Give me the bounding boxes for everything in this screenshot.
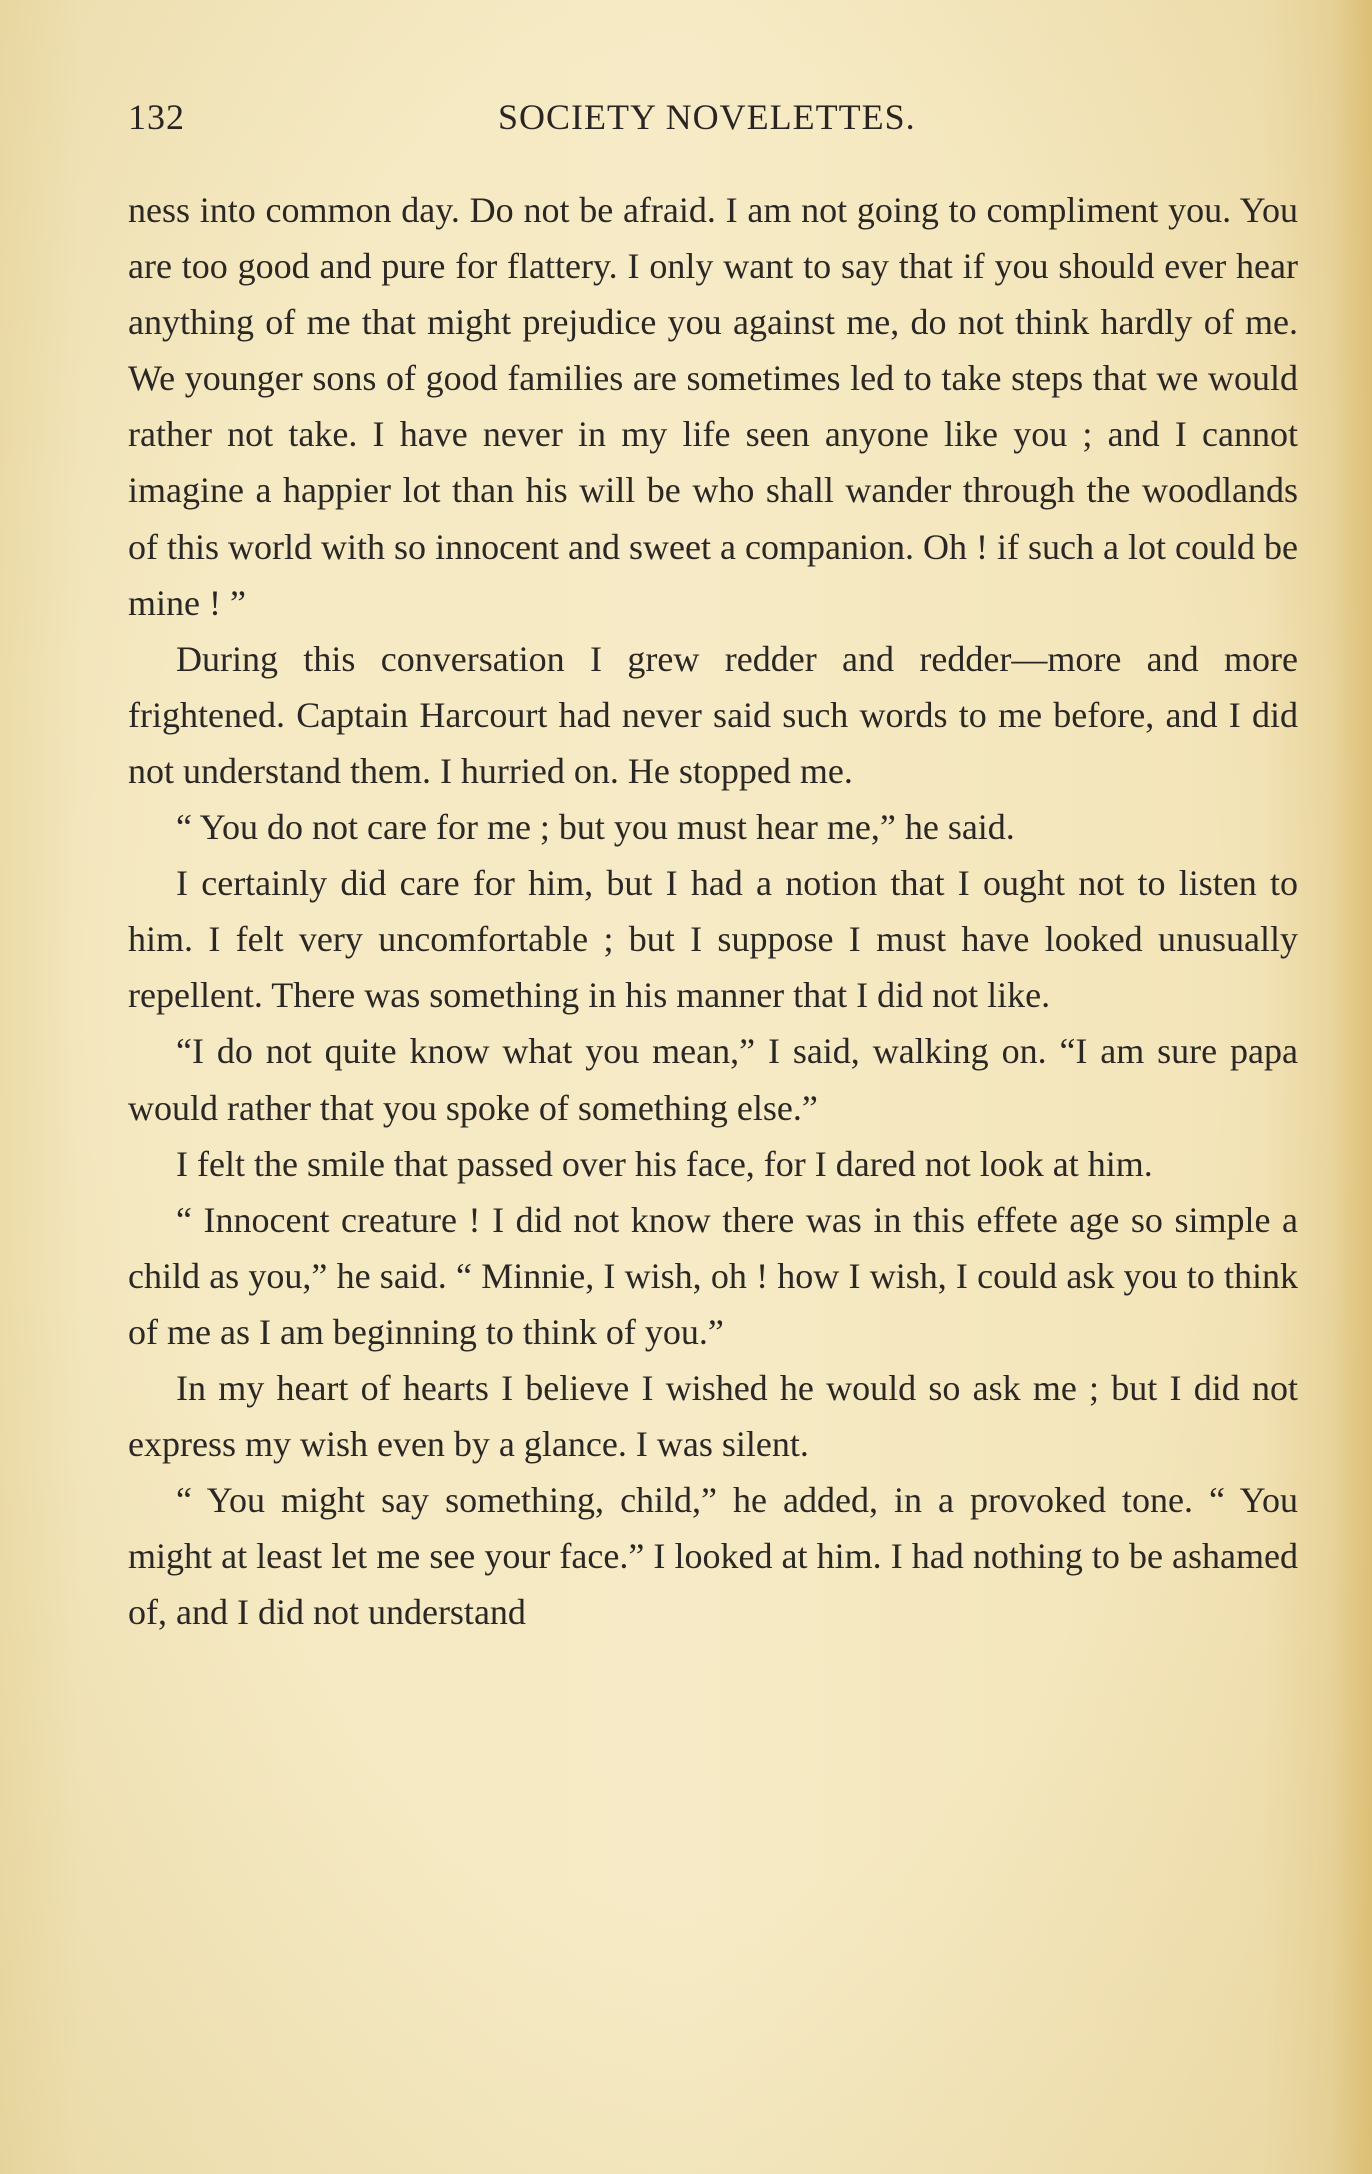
page-edge-shading <box>1332 0 1372 2174</box>
paragraph: “ You do not care for me ; but you must hear me,” he said. <box>176 807 1015 848</box>
running-head: SOCIETY NOVELETTES. <box>498 97 916 137</box>
paragraph: I certainly did care for him, but I had a notion that I ought not to listen to him. I felt very uncomfortable ; but I suppose I must have looked unusually repellent. There was something in his manner that I did not like. <box>128 863 1298 1016</box>
page-header <box>128 96 1298 146</box>
paragraph: “ You might say something, child,” he added, in a provoked tone. “ You might at least let me see your face.” I looked at him. I had nothing to be ashamed of, and I did not understand <box>128 1480 1298 1633</box>
paragraph: I felt the smile that passed over his face, for I dared not look at him. <box>176 1143 1153 1184</box>
body-text <box>128 182 1298 1640</box>
paragraph: “ Innocent creature ! I did not know there was in this effete age so simple a child as you,” he said. “ Minnie, I wish, oh ! how I wish, I could ask you to think of me as I am beginning to think of you.” <box>128 1199 1298 1352</box>
paragraph: ness into common day. Do not be afraid. I am not going to compliment you. You are too good and pure for flattery. I only want to say that if you should ever hear anything of me that might prejudice you against me, do not think hardly of me. We younger sons of good families are sometimes led to take steps that we would rather not take. I have never in my life seen anyone like you ; and I cannot imagine a happier lot than his will be who shall wander through the woodlands of this world with so innocent and sweet a companion. Oh ! if such a lot could be mine ! ” <box>128 190 1298 623</box>
paragraph: During this conversation I grew redder and redder—more and more frightened. Captain Harcourt had never said such words to me before, and I did not understand them. I hurried on. He stopped me. <box>128 638 1298 791</box>
paragraph: In my heart of hearts I believe I wished he would so ask me ; but I did not express my wish even by a glance. I was silent. <box>128 1367 1298 1465</box>
paragraph: “I do not quite know what you mean,” I said, walking on. “I am sure papa would rather that you spoke of something else.” <box>128 1031 1298 1128</box>
page-number: 132 <box>128 97 185 137</box>
